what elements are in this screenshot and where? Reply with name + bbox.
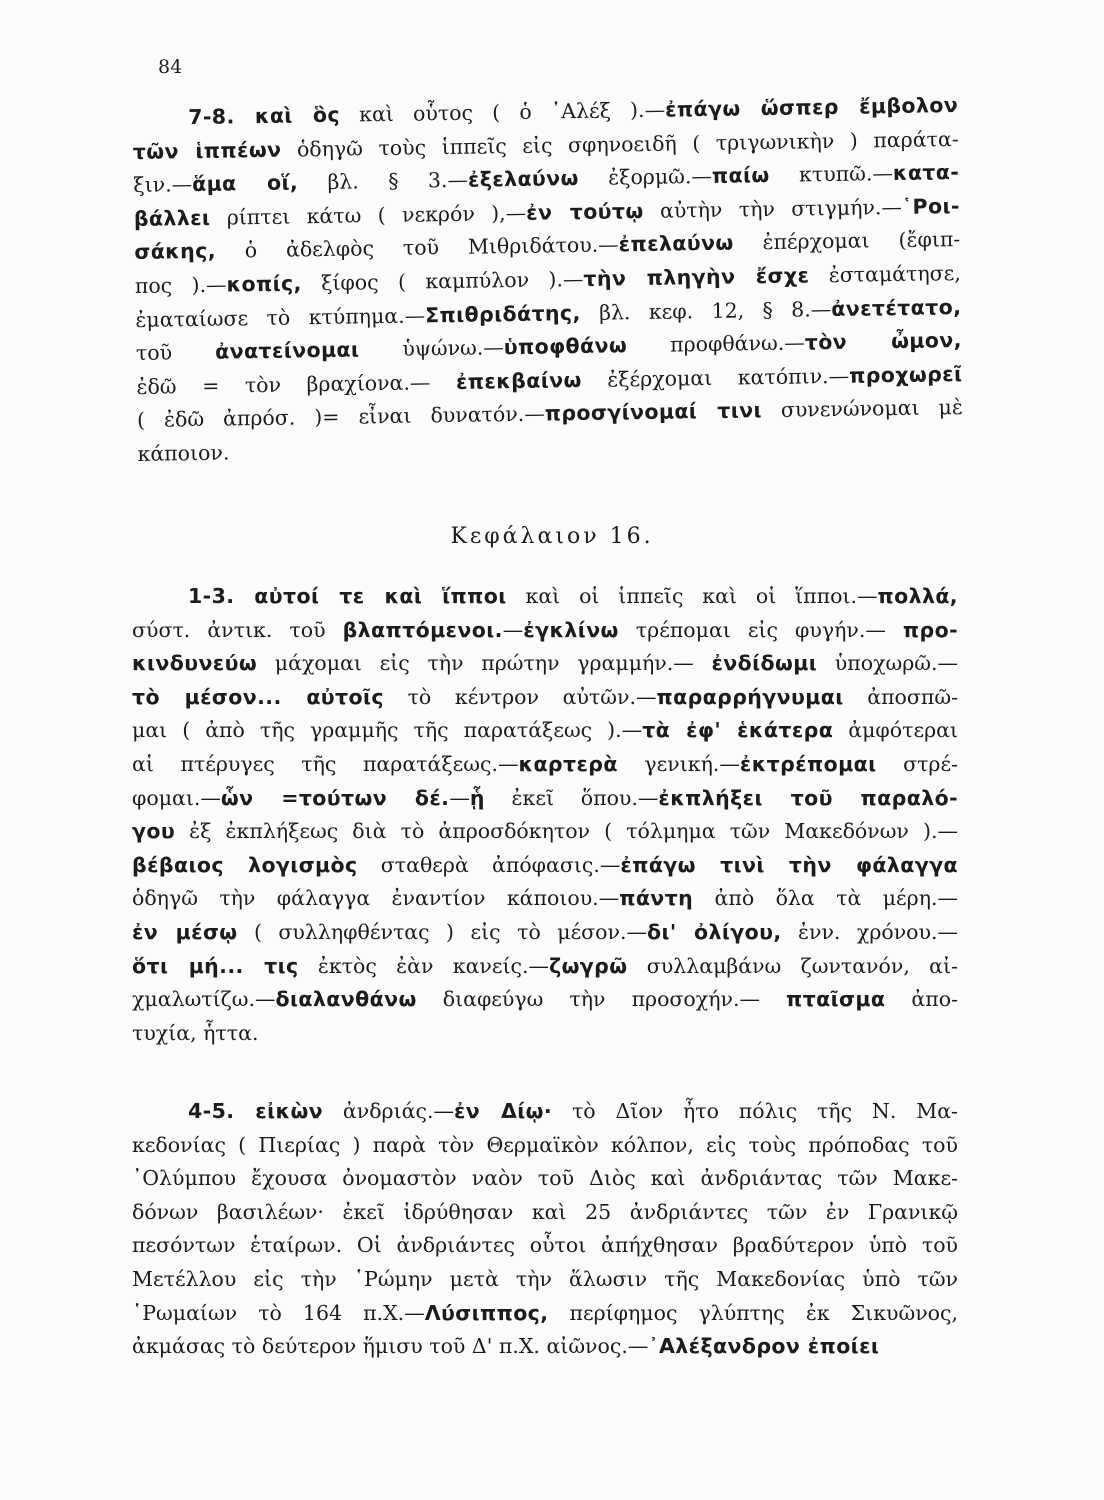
text-run: ἐσταμάτησε,	[809, 260, 961, 288]
bold-term: ᾿Αλέξανδρον ἐποίει	[648, 1334, 880, 1359]
text-run: ἐξορμῶ.—	[578, 164, 713, 191]
text-line	[132, 714, 958, 748]
text-run: ἀνδριάς.—	[323, 1099, 454, 1123]
bold-term: καρτερὰ	[518, 751, 618, 776]
text-run: ἐματαίωσε τὸ κτύπημα.—	[135, 302, 426, 332]
bold-term: ῾Ροι-	[901, 193, 960, 219]
text-line	[132, 1297, 958, 1331]
text-run: ἀμφότεραι	[833, 718, 959, 743]
text-run: συνενώνομαι μὲ	[761, 395, 964, 423]
text-line	[132, 882, 958, 916]
text-run: ἀποσπῶ-	[843, 684, 959, 709]
bold-term: Σπιθριδάτης,	[424, 300, 581, 327]
bold-term: ἅμα οἵ,	[191, 170, 299, 197]
text-run: αὐτὴν τὴν στιγμήν.—	[643, 194, 903, 223]
text-run: σύστ. ἀντικ. τοῦ	[132, 617, 343, 642]
text-run: τοῦ	[135, 339, 216, 366]
bold-term: ὅτι μή... τις	[132, 953, 299, 978]
bold-term: γου	[132, 819, 176, 844]
text-run: συλλαμβάνω ζωντανόν, αἰ-	[627, 953, 958, 978]
text-run: πος ).—	[134, 272, 227, 298]
bold-term: βέβαιος λογισμὸς	[132, 852, 358, 877]
text-run: —	[502, 617, 524, 642]
bold-term: παραρρήγνυμαι	[656, 684, 844, 709]
text-run: ῾Ρωμαίων τὸ 164 π.Χ.—	[132, 1300, 425, 1325]
text-run: ὁδηγῶ τοὺς ἱππεῖς εἰς σφηνοειδῆ ( τριγωνικὴν ) παράτα-	[281, 126, 959, 162]
page-number: 84	[158, 56, 183, 78]
text-run: ξιν.—	[133, 172, 193, 198]
text-run: ( συλληφθέντας ) εἰς τὸ μέσον.—	[237, 919, 647, 944]
bold-term: διαλανθάνω	[275, 987, 417, 1012]
bold-term: προσγίνομαί τινι	[544, 398, 763, 426]
bold-term: τὰ ἐφ' ἑκάτερα	[642, 718, 834, 743]
bold-term: κοπίς,	[226, 271, 302, 297]
text-run: ρίπτει κάτω ( νεκρόν ),—	[210, 200, 527, 230]
bold-term: τὸν ὦμον,	[804, 328, 963, 355]
paragraph-section-7-8	[132, 89, 964, 471]
text-run: ὁδηγῶ τὴν φάλαγγα ἐναντίον κάποιου.—	[132, 886, 620, 911]
text-run: βλ. κεφ. 12, § 8.—	[580, 296, 832, 325]
text-run: καὶ οἱ ἱππεῖς καὶ οἱ ἵπποι.—	[506, 584, 878, 608]
text-run: τυχία, ἧττα.	[132, 1020, 259, 1045]
text-run: —	[449, 785, 470, 810]
bold-term: ἐνδίδωμι	[711, 651, 818, 676]
text-line	[132, 1229, 958, 1263]
bold-term: τὴν πληγὴν ἔσχε	[583, 263, 810, 291]
text-line	[132, 849, 958, 883]
bold-term: ἐπάγω τινὶ τὴν φάλαγγα	[620, 852, 958, 877]
text-run: σταθερὰ ἀπόφασις.—	[357, 852, 621, 877]
text-run: ἐνν. χρόνου.—	[781, 919, 958, 944]
bold-term: ἐξελαύνω	[467, 166, 579, 192]
bold-term: ἐν μέσῳ	[132, 919, 238, 944]
text-run: ἐκεῖ ὅπου.—	[484, 785, 659, 810]
text-line	[132, 1330, 958, 1364]
text-line	[132, 1017, 958, 1051]
text-run: κάποιον.	[137, 440, 230, 466]
bold-term: ὑποφθάνω	[503, 333, 628, 360]
text-line	[132, 1095, 958, 1129]
bold-term: πάντη	[619, 886, 694, 911]
text-run: κεδονίας ( Πιερίας ) παρὰ τὸν Θερμαϊκὸν κόλπον, εἰς τοὺς πρόποδας τοῦ	[132, 1132, 958, 1157]
bold-term: ἐκτρέπομαι	[739, 751, 877, 776]
text-run: τὸ Δῖον ἦτο πόλις τῆς Ν. Μα-	[552, 1099, 958, 1123]
text-run: μαι ( ἀπὸ τῆς γραμμῆς τῆς παρατάξεως ).—	[132, 718, 643, 743]
text-line	[132, 950, 958, 984]
text-line	[132, 614, 958, 648]
text-line	[132, 1162, 958, 1196]
bold-term: ἀνετέτατο,	[831, 294, 962, 321]
text-run: ὁ ἀδελφὸς τοῦ Μιθριδάτου.—	[215, 232, 619, 264]
bold-term: τῶν ἱππέων	[132, 137, 282, 164]
text-run: ἀπο-	[885, 987, 958, 1012]
bold-term: ἐκπλήξει τοῦ παραλό-	[658, 785, 958, 810]
text-run: ὑψώνω.—	[359, 335, 504, 362]
text-line	[132, 782, 958, 816]
text-run: περίφημος γλύπτης ἐκ Σικυῶνος,	[548, 1300, 958, 1325]
bold-term: 4-5. εἰκὼν	[188, 1099, 324, 1123]
bold-term: ζωγρῶ	[549, 953, 628, 978]
text-line	[132, 647, 958, 681]
text-line	[132, 681, 958, 715]
bold-term: βάλλει	[133, 205, 211, 231]
text-run: δόνων βασιλέων· ἐκεῖ ἱδρύθησαν καὶ 25 ἀνδριάντες τῶν ἐν Γρανικῷ	[132, 1199, 958, 1224]
bold-term: παίω	[711, 163, 770, 189]
bold-term: ἐπεκβαίνω	[455, 367, 582, 394]
text-line	[132, 1196, 958, 1230]
paragraph-section-1-3	[132, 580, 958, 1050]
text-run: Μετέλλου εἰς τὴν ῾Ρώμην μετὰ τὴν ἅλωσιν τῆς Μακεδονίας ὑπὸ τῶν	[132, 1266, 958, 1291]
bold-term: προ-	[902, 617, 958, 642]
text-run: γενική.—	[617, 751, 740, 776]
chapter-heading: Κεφάλαιον 16.	[450, 524, 654, 549]
text-line	[132, 983, 958, 1017]
text-run: καὶ οὗτος ( ὁ ᾿Αλέξ ).—	[339, 97, 666, 127]
text-run: διαφεύγω τὴν προσοχήν.—	[416, 987, 787, 1012]
bold-term: ἐν Δίῳ·	[453, 1099, 553, 1123]
bold-term: βλαπτόμενοι.	[342, 617, 503, 642]
bold-term: ἐπελαύνω	[618, 230, 734, 257]
text-run: ( ἐδῶ ἀπρόσ. )= εἶναι δυνατόν.—	[136, 401, 545, 433]
text-run: ἀπὸ ὅλα τὰ μέρη.—	[693, 886, 958, 911]
bold-term: τὸ μέσον... αὐτοῖς	[132, 684, 384, 709]
text-run: ἀκμάσας τὸ δεύτερον ἥμισυ τοῦ Δ' π.Χ. αἰῶνος.—	[132, 1334, 649, 1359]
text-run: ἐκτὸς ἐὰν κανείς.—	[298, 953, 550, 978]
text-run: πεσόντων ἑταίρων. Οἱ ἀνδριάντες οὗτοι ἀπήχθησαν βραδύτερον ὑπὸ τοῦ	[132, 1233, 958, 1258]
paragraph-section-4-5	[132, 1095, 958, 1364]
text-run: ἐξ ἐκπλήξεως διὰ τὸ ἀπροσδόκητον ( τόλμημα τῶν Μακεδόνων ).—	[175, 819, 958, 844]
bold-term: ἐν τούτῳ	[525, 198, 644, 225]
bold-term: πολλά,	[877, 584, 958, 608]
text-line	[132, 1263, 958, 1297]
text-line	[132, 916, 958, 950]
bold-term: Λύσιππος,	[424, 1300, 549, 1325]
text-line	[132, 1129, 958, 1163]
bold-term: προχωρεῖ	[848, 361, 963, 388]
bold-term: ἀνατείνομαι	[214, 337, 360, 364]
bold-term: σάκης,	[134, 239, 217, 265]
bold-term: 1-3. αὐτοί τε καὶ ἵπποι	[188, 584, 507, 608]
text-line	[132, 580, 958, 614]
text-run: βλ. § 3.—	[297, 167, 469, 195]
text-run: μάχομαι εἰς τὴν πρώτην γραμμήν.—	[257, 651, 712, 676]
text-run: κτυπῶ.—	[769, 161, 894, 188]
text-run: ἐδῶ = τὸν βραχίονα.—	[136, 369, 457, 399]
text-run: στρέ-	[876, 751, 959, 776]
bold-term: 7-8. καὶ ὃς	[188, 102, 341, 130]
bold-term: ἐγκλίνω	[523, 617, 619, 642]
text-run: ὑποχωρῶ.—	[817, 651, 959, 676]
text-run: ἐπέρχομαι (ἔφιπ-	[733, 227, 961, 255]
text-run: αἱ πτέρυγες τῆς παρατάξεως.—	[132, 751, 519, 776]
bold-term: κινδυνεύω	[132, 651, 258, 676]
bold-term: κατα-	[892, 160, 960, 186]
text-run: τρέπομαι εἰς φυγήν.—	[618, 617, 903, 642]
text-line	[132, 815, 958, 849]
text-run: χμαλωτίζω.—	[132, 987, 276, 1012]
text-line	[132, 748, 958, 782]
bold-term: ᾗ	[469, 785, 485, 810]
bold-term: δι' ὀλίγου,	[647, 919, 782, 944]
bold-term: ἐπάγω ὥσπερ ἔμβολον	[664, 93, 959, 122]
bold-term: πταῖσμα	[786, 987, 886, 1012]
text-run: τὸ κέντρον αὐτῶν.—	[383, 684, 657, 709]
bold-term: ὧν =τούτων δέ.	[220, 785, 450, 810]
text-run: ξίφος ( καμπύλον ).—	[301, 266, 584, 296]
text-run: προφθάνω.—	[626, 330, 805, 358]
text-run: ἐξέρχομαι κατόπιν.—	[581, 363, 850, 392]
text-run: ᾿Ολύμπου ἔχουσα ὀνομαστὸν ναὸν τοῦ Διὸς καὶ ἀνδριάντας τῶν Μακε-	[132, 1166, 958, 1191]
text-run: φομαι.—	[132, 785, 221, 810]
